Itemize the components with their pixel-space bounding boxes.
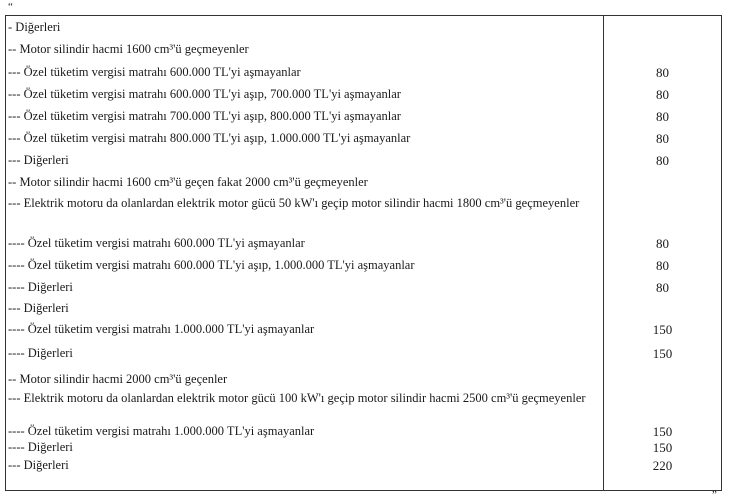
- row-description: --- Elektrik motoru da olanlardan elektrik motor gücü 50 kW'ı geçip motor silindir hacmi 1800 cm³'ü geçmeyenler: [8, 196, 580, 210]
- row-description: ---- Özel tüketim vergisi matrahı 1.000.000 TL'yi aşmayanlar: [8, 322, 315, 336]
- row-description: -- Motor silindir hacmi 1600 cm³'ü geçmeyenler: [8, 42, 249, 56]
- opening-quote-mark: “: [8, 1, 13, 13]
- row-description: ---- Diğerleri: [8, 280, 73, 294]
- row-description: - Diğerleri: [8, 20, 61, 34]
- row-rate: 80: [656, 87, 669, 102]
- row-description: ---- Özel tüketim vergisi matrahı 1.000.000 TL'yi aşmayanlar: [8, 424, 315, 438]
- row-rate: 80: [656, 258, 669, 273]
- row-description: -- Motor silindir hacmi 1600 cm³'ü geçen fakat 2000 cm³'ü geçmeyenler: [8, 175, 368, 189]
- row-rate: 150: [652, 346, 673, 361]
- row-description: --- Diğerleri: [8, 301, 69, 315]
- row-description: ---- Özel tüketim vergisi matrahı 600.000 TL'yi aşıp, 1.000.000 TL'yi aşmayanlar: [8, 258, 415, 272]
- row-description: --- Özel tüketim vergisi matrahı 700.000 TL'yi aşıp, 800.000 TL'yi aşmayanlar: [8, 109, 401, 123]
- row-rate: 80: [656, 153, 669, 168]
- row-description: --- Diğerleri: [8, 153, 69, 167]
- row-description: --- Özel tüketim vergisi matrahı 800.000 TL'yi aşıp, 1.000.000 TL'yi aşmayanlar: [8, 131, 411, 145]
- row-description: ---- Diğerleri: [8, 440, 73, 454]
- row-description: --- Diğerleri: [8, 458, 69, 472]
- row-rate: 80: [656, 280, 669, 295]
- row-description: ---- Diğerleri: [8, 346, 73, 360]
- row-rate: 80: [656, 131, 669, 146]
- row-rate: 150: [652, 440, 673, 455]
- row-rate: 150: [652, 322, 673, 337]
- row-description: -- Motor silindir hacmi 2000 cm³'ü geçenler: [8, 372, 228, 386]
- row-rate: 80: [656, 109, 669, 124]
- tariff-table: [5, 15, 722, 491]
- row-description: --- Elektrik motoru da olanlardan elektrik motor gücü 100 kW'ı geçip motor silindir hacmi 2500 cm³'ü geçmeyenler: [8, 391, 586, 405]
- row-rate: 220: [652, 458, 673, 473]
- row-description: --- Özel tüketim vergisi matrahı 600.000 TL'yi aşıp, 700.000 TL'yi aşmayanlar: [8, 87, 401, 101]
- row-rate: 150: [652, 424, 673, 439]
- row-description: --- Özel tüketim vergisi matrahı 600.000 TL'yi aşmayanlar: [8, 65, 301, 79]
- row-rate: 80: [656, 65, 669, 80]
- row-description: ---- Özel tüketim vergisi matrahı 600.000 TL'yi aşmayanlar: [8, 236, 305, 250]
- closing-quote-mark: ”: [712, 489, 717, 501]
- row-rate: 80: [656, 236, 669, 251]
